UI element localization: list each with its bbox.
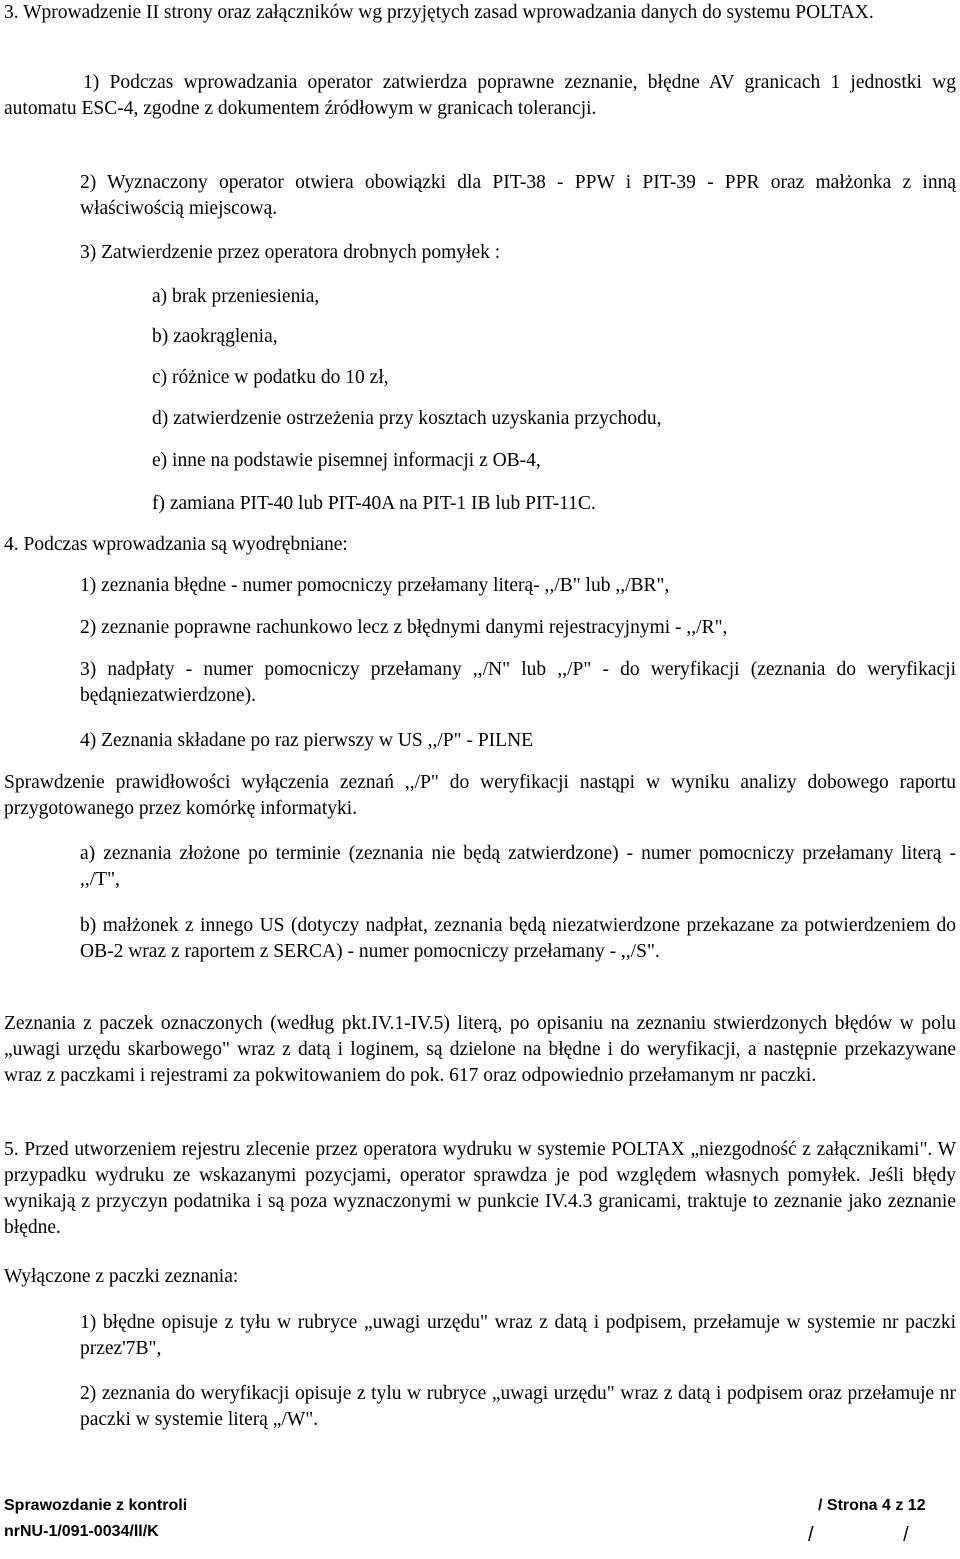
list-item: b) małżonek z innego US (dotyczy nadpłat, zeznania będą niezatwierdzone przekazane za potwierdzeniem do OB-2 wraz z raportem z SERCA) - numer pomocniczy przełamany - ,,/S".	[80, 915, 956, 962]
list-item: c) różnice w podatku do 10 zł,	[152, 367, 389, 388]
paragraph: Zeznania z paczek oznaczonych (według pkt.IV.1-IV.5) literą, po opisaniu na zeznaniu stwierdzonych błędów w polu „uwagi urzędu skarbowego" wraz z datą i loginem, są dzielone na błędne i do weryfikacji, a następnie przekazywane wraz z paczkami i rejestrami za pokwitowaniem do pok. 617 oraz odpowiednio przełamanym nr paczki.	[4, 1013, 956, 1086]
list-item: 3) nadpłaty - numer pomocniczy przełamany ,,/N" lub ,,/P" - do weryfikacji (zeznania do weryfikacji będąniezatwierdzone).	[80, 659, 956, 706]
paragraph: Sprawdzenie prawidłowości wyłączenia zeznań ,,/P" do weryfikacji nastąpi w wyniku analizy dobowego raportu przygotowanego przez komórkę informatyki.	[4, 772, 956, 819]
paragraph: Wyłączone z paczki zeznania:	[4, 1266, 239, 1287]
paragraph: 1) Podczas wprowadzania operator zatwierdza poprawne zeznanie, błędne AV granicach 1 jednostki wg automatu ESC-4, zgodne z dokumentem źródłowym w granicach tolerancji.	[4, 72, 956, 119]
footer-title: Sprawozdanie z kontroli	[4, 1497, 188, 1514]
list-item: a) brak przeniesienia,	[152, 286, 320, 307]
list-item: b) zaokrąglenia,	[152, 326, 278, 347]
paragraph: 4. Podczas wprowadzania są wyodrębniane:	[4, 534, 348, 555]
list-item: f) zamiana PIT-40 lub PIT-40A na PIT-1 IB lub PIT-11C.	[152, 493, 596, 514]
paragraph: 3. Wprowadzenie II strony oraz załączników wg przyjętych zasad wprowadzania danych do systemu POLTAX.	[4, 2, 874, 23]
list-item: d) zatwierdzenie ostrzeżenia przy kosztach uzyskania przychodu,	[152, 408, 662, 429]
list-item: 2) zeznania do weryfikacji opisuje z tylu w rubryce „uwagi urzędu" wraz z datą i podpisem oraz przełamuje nr paczki w systemie literą „/W".	[80, 1383, 956, 1430]
list-item: 1) błędne opisuje z tyłu w rubryce „uwagi urzędu" wraz z datą i podpisem, przełamuje w systemie nr paczki przez'7B",	[80, 1312, 956, 1359]
list-item: 1) zeznania błędne - numer pomocniczy przełamany literą- ,,/B" lub ,,/BR",	[80, 575, 670, 596]
footer-reference: nrNU-1/091-0034/ll/K	[4, 1523, 159, 1540]
list-item: 4) Zeznania składane po raz pierwszy w US ,,/P" - PILNE	[80, 730, 534, 751]
list-item: e) inne na podstawie pisemnej informacji z OB-4,	[152, 450, 541, 471]
footer-slashes: / /	[808, 1524, 909, 1546]
paragraph: 3) Zatwierdzenie przez operatora drobnych pomyłek :	[80, 242, 501, 263]
paragraph: 2) Wyznaczony operator otwiera obowiązki dla PIT-38 - PPW i PIT-39 - PPR oraz małżonka z inną właściwością miejscową.	[80, 172, 956, 219]
paragraph: 5. Przed utworzeniem rejestru zlecenie przez operatora wydruku w systemie POLTAX „niezgodność z załącznikami". W przypadku wydruku ze wskazanymi pozycjami, operator sprawdza je pod względem własnych pomyłek. Jeśli błędy wynikają z przyczyn podatnika i są poza wyznaczonymi w punkcie IV.4.3 granicami, traktuje to zeznanie jako zeznanie błędne.	[4, 1139, 956, 1238]
page-number: / Strona 4 z 12	[818, 1497, 926, 1514]
list-item: a) zeznania złożone po terminie (zeznania nie będą zatwierdzone) - numer pomocniczy przełamany literą - ,,/T",	[80, 843, 956, 890]
list-item: 2) zeznanie poprawne rachunkowo lecz z błędnymi danymi rejestracyjnymi - ,,/R",	[80, 617, 728, 638]
